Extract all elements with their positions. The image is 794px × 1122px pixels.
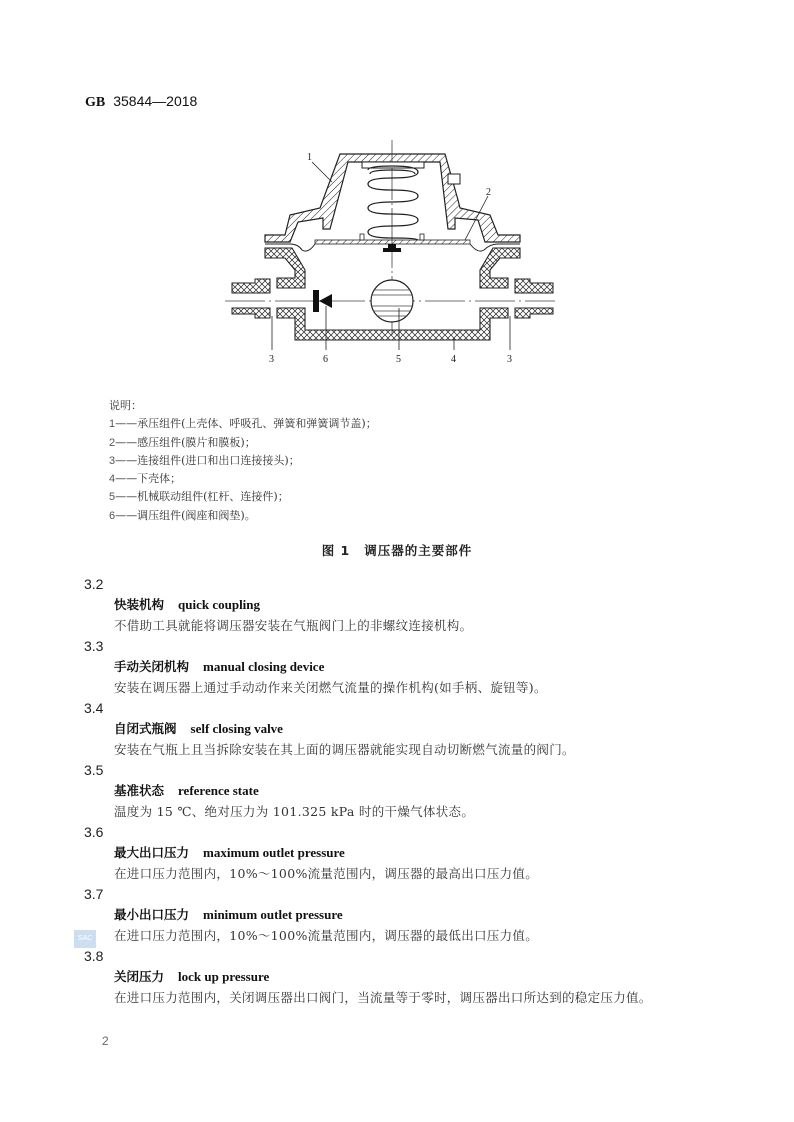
callout-3-left: 3 bbox=[269, 354, 274, 365]
section-3-4 bbox=[84, 698, 724, 760]
term: 最大出口压力 maximum outlet pressure bbox=[114, 845, 345, 860]
definition: 在进口压力范围内，10%～100%流量范围内，调压器的最低出口压力值。 bbox=[114, 928, 539, 943]
term: 手动关闭机构 manual closing device bbox=[114, 659, 325, 674]
section-3-5 bbox=[84, 760, 724, 822]
section-number: 3.3 bbox=[84, 638, 104, 654]
figure-legend bbox=[109, 397, 377, 525]
definition: 不借助工具就能将调压器安装在气瓶阀门上的非螺纹连接机构。 bbox=[114, 618, 473, 633]
section-3-2 bbox=[84, 574, 724, 636]
section-3-6 bbox=[84, 822, 724, 884]
section-3-7 bbox=[84, 884, 724, 946]
section-number: 3.2 bbox=[84, 576, 104, 592]
callout-3-right: 3 bbox=[507, 354, 512, 365]
figure-caption bbox=[0, 541, 794, 559]
standard-number: 35844—2018 bbox=[113, 93, 198, 109]
term-definitions bbox=[84, 574, 724, 1008]
definition: 安装在调压器上通过手动动作来关闭燃气流量的操作机构(如手柄、旋钮等)。 bbox=[114, 680, 547, 695]
section-number: 3.7 bbox=[84, 886, 104, 902]
sac-watermark-logo: SAC bbox=[74, 930, 96, 948]
term: 基准状态 reference state bbox=[114, 783, 259, 798]
legend-item: 2——感压组件(膜片和膜板)； bbox=[109, 435, 256, 449]
callout-1: 1 bbox=[307, 152, 312, 163]
legend-item: 6——调压组件(阀座和阀垫)。 bbox=[109, 508, 256, 522]
definition: 安装在气瓶上且当拆除安装在其上面的调压器就能实现自动切断燃气流量的阀门。 bbox=[114, 742, 575, 757]
legend-item: 5——机械联动组件(杠杆、连接件)； bbox=[109, 490, 289, 504]
definition: 在进口压力范围内，关闭调压器出口阀门，当流量等于零时，调压器出口所达到的稳定压力值。 bbox=[114, 990, 652, 1005]
section-number: 3.4 bbox=[84, 700, 104, 716]
page-number: 2 bbox=[102, 1034, 109, 1048]
definition: 在进口压力范围内，10%～100%流量范围内，调压器的最高出口压力值。 bbox=[114, 866, 539, 881]
legend-item: 3——连接组件(进口和出口连接接头)； bbox=[109, 453, 300, 467]
callout-5: 5 bbox=[396, 354, 401, 365]
section-number: 3.5 bbox=[84, 762, 104, 778]
definition: 温度为 15 ℃、绝对压力为 101.325 kPa 时的干燥气体状态。 bbox=[114, 804, 475, 819]
callout-2: 2 bbox=[486, 187, 491, 198]
section-3-8 bbox=[84, 946, 724, 1008]
legend-item: 1——承压组件(上壳体、呼吸孔、弹簧和弹簧调节盖)； bbox=[109, 417, 377, 431]
document-header bbox=[85, 93, 197, 111]
section-3-3 bbox=[84, 636, 724, 698]
term: 自闭式瓶阀 self closing valve bbox=[114, 721, 283, 736]
term: 最小出口压力 minimum outlet pressure bbox=[114, 907, 343, 922]
legend-title: 说明： bbox=[109, 399, 142, 412]
term: 关闭压力 lock up pressure bbox=[114, 969, 270, 984]
section-number: 3.6 bbox=[84, 824, 104, 840]
callout-6: 6 bbox=[323, 354, 328, 365]
regulator-diagram bbox=[220, 140, 580, 370]
standard-prefix: GB bbox=[85, 95, 106, 110]
legend-item: 4——下壳体； bbox=[109, 472, 182, 486]
term: 快装机构 quick coupling bbox=[114, 597, 261, 612]
section-number: 3.8 bbox=[84, 948, 104, 964]
caption-title: 调压器的主要部件 bbox=[364, 543, 473, 558]
caption-label: 图 1 bbox=[321, 543, 351, 558]
callout-4: 4 bbox=[451, 354, 456, 365]
